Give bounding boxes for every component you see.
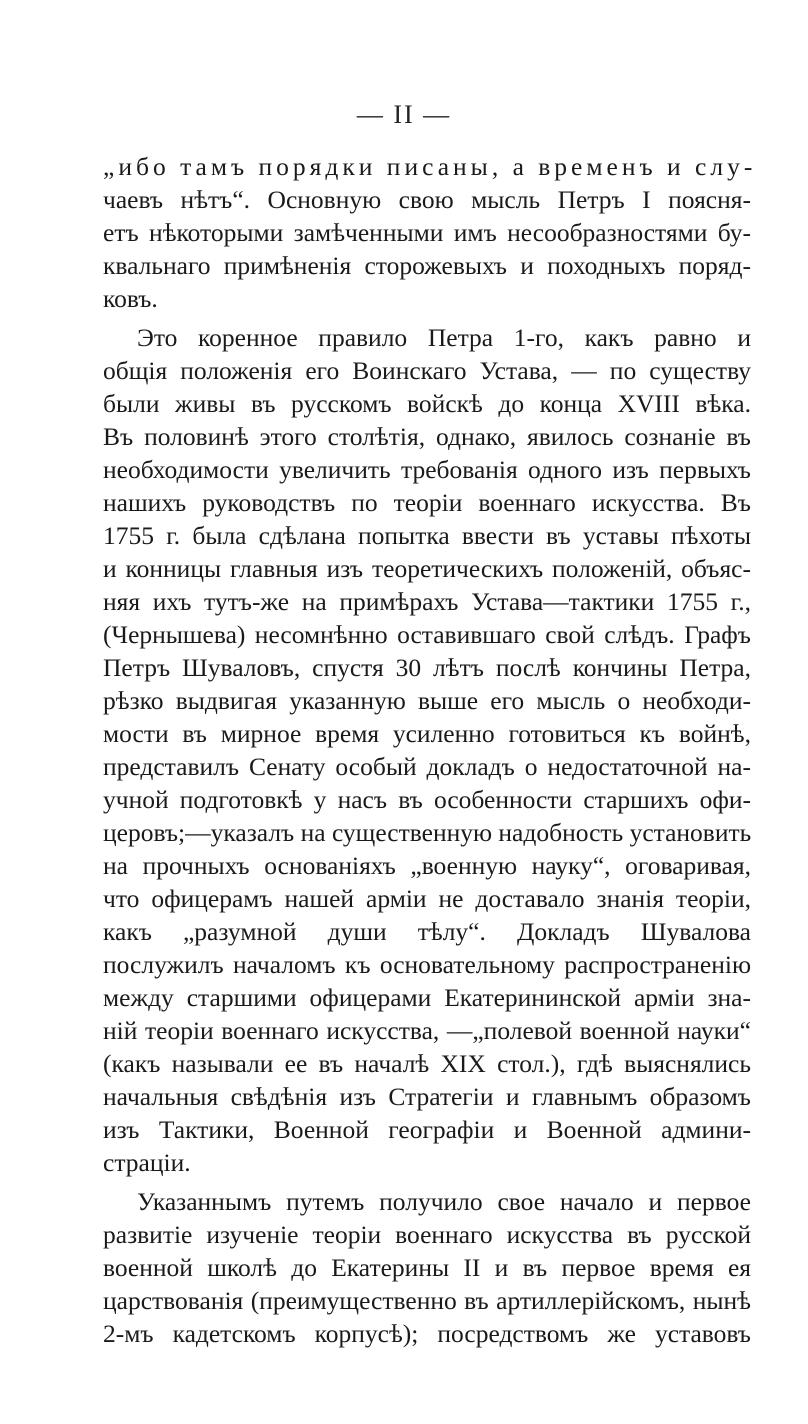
text-line: Петръ Шуваловъ, спустя 30 лѣтъ послѣ кончины Петра,: [103, 653, 751, 682]
text-line: на прочныхъ основаніяхъ „военную науку“, оговаривая,: [103, 851, 751, 880]
text-line: ковъ.: [103, 284, 158, 313]
text-line: Это коренное правило Петра 1-го, какъ равно и: [137, 323, 751, 352]
text-line: Указаннымъ путемъ получило свое начало и первое: [137, 1187, 751, 1216]
text-line: няя ихъ тутъ-же на примѣрахъ Устава—тактики 1755 г.,: [103, 587, 751, 616]
text-line: страціи.: [103, 1148, 191, 1177]
text-line: послужилъ началомъ къ основательному распространенію: [103, 950, 751, 979]
text-line: военной школѣ до Екатерины II и въ первое время ея: [103, 1253, 751, 1282]
text-line: между старшими офицерами Екатерининской арміи зна-: [103, 983, 751, 1012]
text-line: нашихъ руководствъ по теоріи военнаго искусства. Въ: [103, 488, 751, 517]
text-line: чаевъ нѣтъ“. Основную свою мысль Петръ I поясня-: [103, 185, 751, 214]
text-line: (какъ называли ее въ началѣ XIX стол.), гдѣ выяснялись: [103, 1049, 751, 1078]
text-line: царствованія (преимущественно въ артиллерійскомъ, нынѣ: [103, 1286, 751, 1315]
text-line: рѣзко выдвигая указанную выше его мысль о необходи-: [103, 686, 751, 715]
body-text: [103, 150, 757, 1350]
text-line: ній теоріи военнаго искусства, —„полевой военной науки“: [103, 1016, 751, 1045]
text-line: представилъ Сенату особый докладъ о недостаточной на-: [103, 752, 751, 781]
text-line: развитіе изученіе теоріи военнаго искусства въ русской: [103, 1220, 751, 1249]
text-line: „ибо тамъ порядки писаны, а временъ и слу-: [103, 152, 757, 181]
text-line: етъ нѣкоторыми замѣченными имъ несообразностями бу-: [103, 218, 751, 247]
text-line: что офицерамъ нашей арміи не доставало знанія теоріи,: [103, 884, 751, 913]
text-line: квальнаго примѣненія сторожевыхъ и походныхъ поряд-: [103, 251, 751, 280]
text-line: церовъ;—указалъ на существенную надобность установить: [103, 818, 752, 847]
text-line: 1755 г. была сдѣлана попытка ввести въ уставы пѣхоты: [103, 521, 751, 550]
text-line: (Чернышева) несомнѣнно оставившаго свой слѣдъ. Графъ: [103, 620, 751, 649]
text-line: 2-мъ кадетскомъ корпусѣ); посредствомъ же уставовъ: [103, 1319, 751, 1348]
text-line: Въ половинѣ этого столѣтія, однако, явилось сознаніе въ: [103, 422, 751, 451]
text-line: изъ Тактики, Военной географіи и Военной админи-: [103, 1115, 751, 1144]
page-number: — II —: [356, 100, 452, 129]
text-line: необходимости увеличить требованія одного изъ первыхъ: [103, 455, 751, 484]
text-line: общія положенія его Воинскаго Устава, — по существу: [103, 356, 751, 385]
text-line: учной подготовкѣ у насъ въ особенности старшихъ офи-: [103, 785, 751, 814]
text-line: мости въ мирное время усиленно готовиться къ войнѣ,: [103, 719, 751, 748]
text-line: какъ „разумной души тѣлу“. Докладъ Шувалова: [103, 917, 751, 946]
text-line: начальныя свѣдѣнія изъ Стратегіи и главнымъ образомъ: [103, 1082, 751, 1111]
text-line: были живы въ русскомъ войскѣ до конца XVIII вѣка.: [103, 389, 751, 418]
text-line: и конницы главныя изъ теоретическихъ положеній, объяс-: [103, 554, 751, 583]
